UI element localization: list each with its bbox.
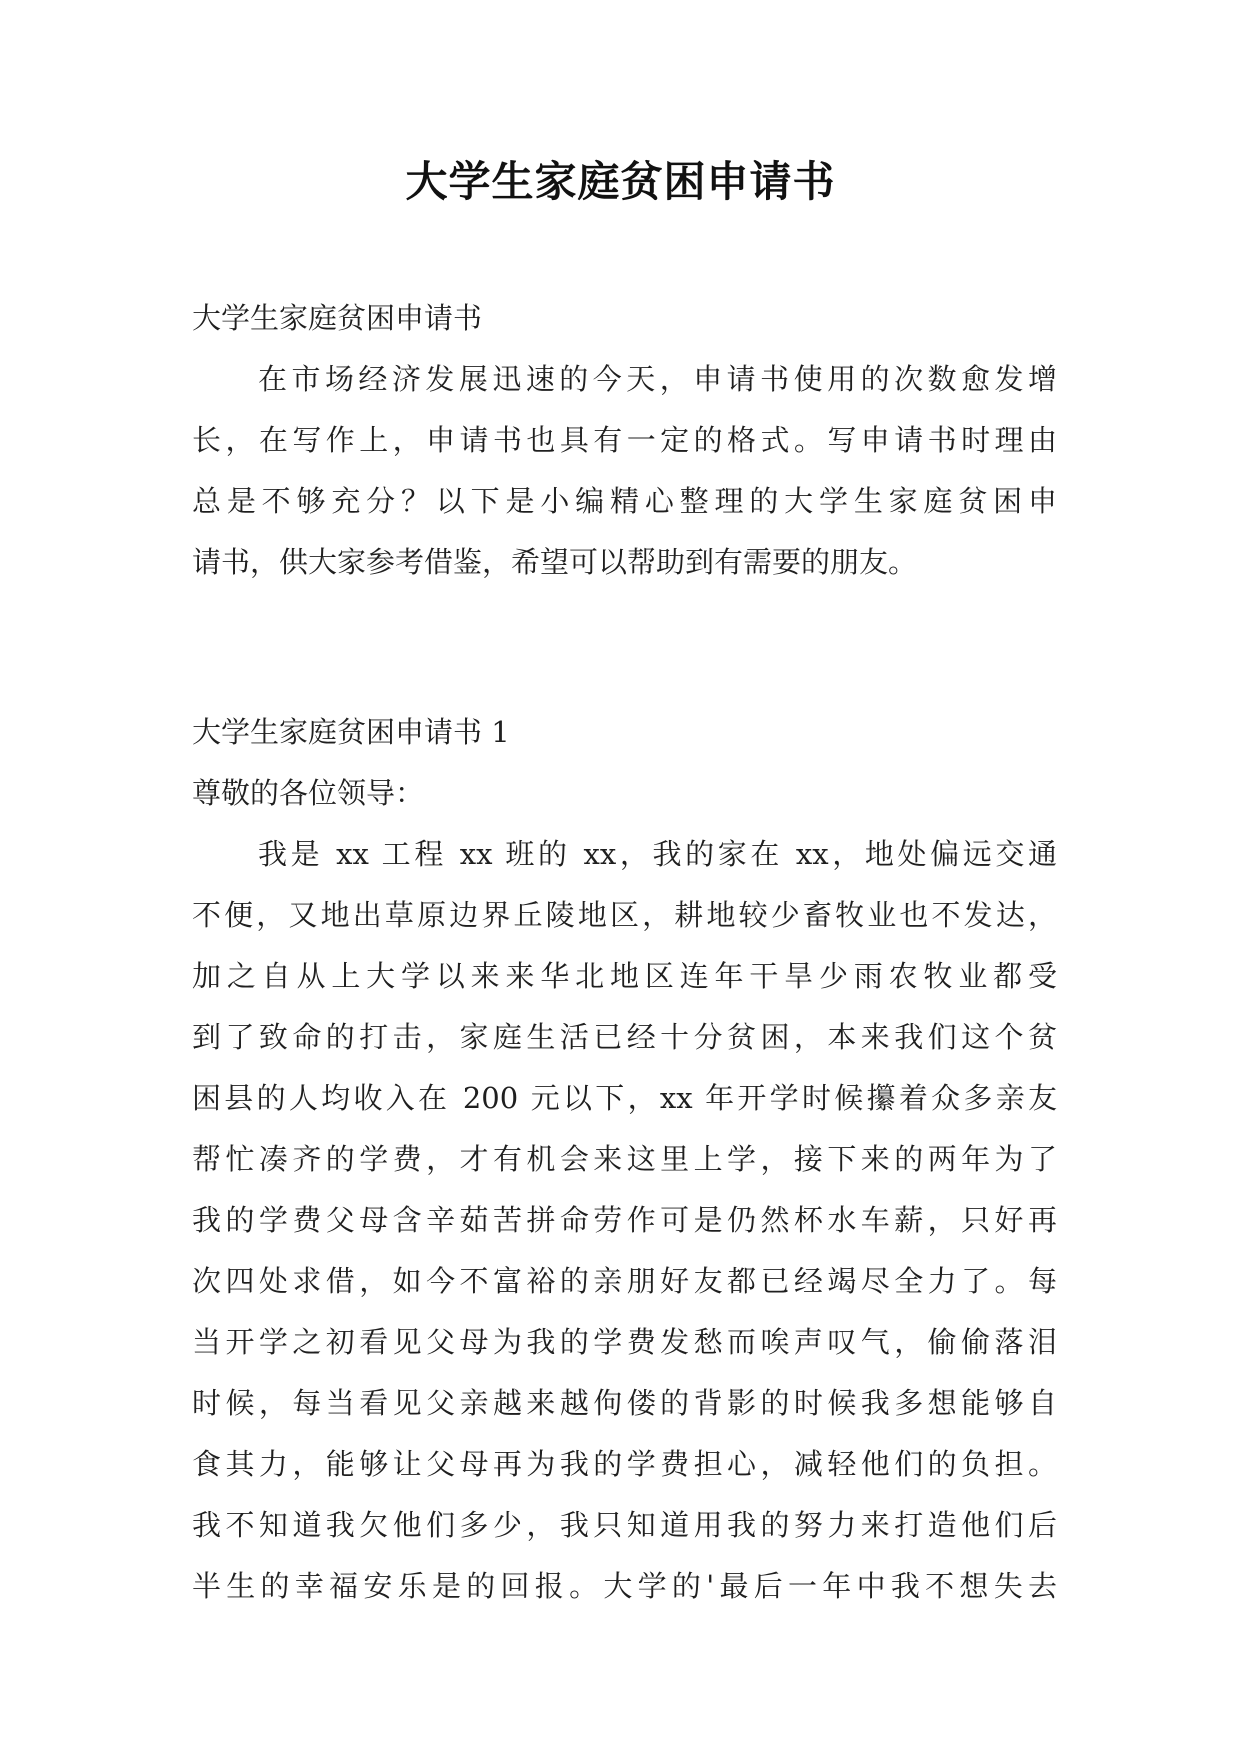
- letter-body-line: 食其力，能够让父母再为我的学费担心，减轻他们的负担。: [192, 1447, 1057, 1481]
- intro-paragraph-line: 请书，供大家参考借鉴，希望可以帮助到有需要的朋友。: [192, 545, 918, 579]
- intro-paragraph-line: 在市场经济发展迅速的今天，申请书使用的次数愈发增: [258, 362, 1057, 396]
- letter-body-line: 我不知道我欠他们多少，我只知道用我的努力来打造他们后: [192, 1508, 1057, 1542]
- intro-section: [192, 288, 1057, 593]
- letter-body-line: 半生的幸福安乐是的回报。大学的'最后一年中我不想失去: [192, 1569, 1057, 1603]
- letter-body-line: 次四处求借，如今不富裕的亲朋好友都已经竭尽全力了。每: [192, 1264, 1057, 1298]
- intro-paragraph-line: 长，在写作上，申请书也具有一定的格式。写申请书时理由: [192, 423, 1057, 457]
- letter-body-line: 加之自从上大学以来来华北地区连年干旱少雨农牧业都受: [192, 959, 1057, 993]
- letter-heading: 大学生家庭贫困申请书 1: [192, 715, 510, 749]
- letter-section: [192, 702, 1057, 1617]
- intro-paragraph-line: 总是不够充分？以下是小编精心整理的大学生家庭贫困申: [192, 484, 1057, 518]
- letter-salutation: 尊敬的各位领导：: [192, 776, 425, 810]
- letter-body-line: 我是 xx 工程 xx 班的 xx，我的家在 xx，地处偏远交通: [258, 837, 1057, 871]
- intro-heading: 大学生家庭贫困申请书: [192, 301, 483, 335]
- letter-body-line: 困县的人均收入在 200 元以下，xx 年开学时候攥着众多亲友: [192, 1081, 1057, 1115]
- letter-body-line: 时候，每当看见父亲越来越佝偻的背影的时候我多想能够自: [192, 1386, 1057, 1420]
- letter-body-line: 当开学之初看见父母为我的学费发愁而唉声叹气，偷偷落泪: [192, 1325, 1057, 1359]
- page-title: 大学生家庭贫困申请书: [405, 157, 836, 206]
- letter-body-line: 帮忙凑齐的学费，才有机会来这里上学，接下来的两年为了: [192, 1142, 1057, 1176]
- letter-body-line: 我的学费父母含辛茹苦拼命劳作可是仍然杯水车薪，只好再: [192, 1203, 1057, 1237]
- letter-body-line: 到了致命的打击，家庭生活已经十分贫困，本来我们这个贫: [192, 1020, 1057, 1054]
- letter-body-line: 不便，又地出草原边界丘陵地区，耕地较少畜牧业也不发达，: [192, 898, 1057, 932]
